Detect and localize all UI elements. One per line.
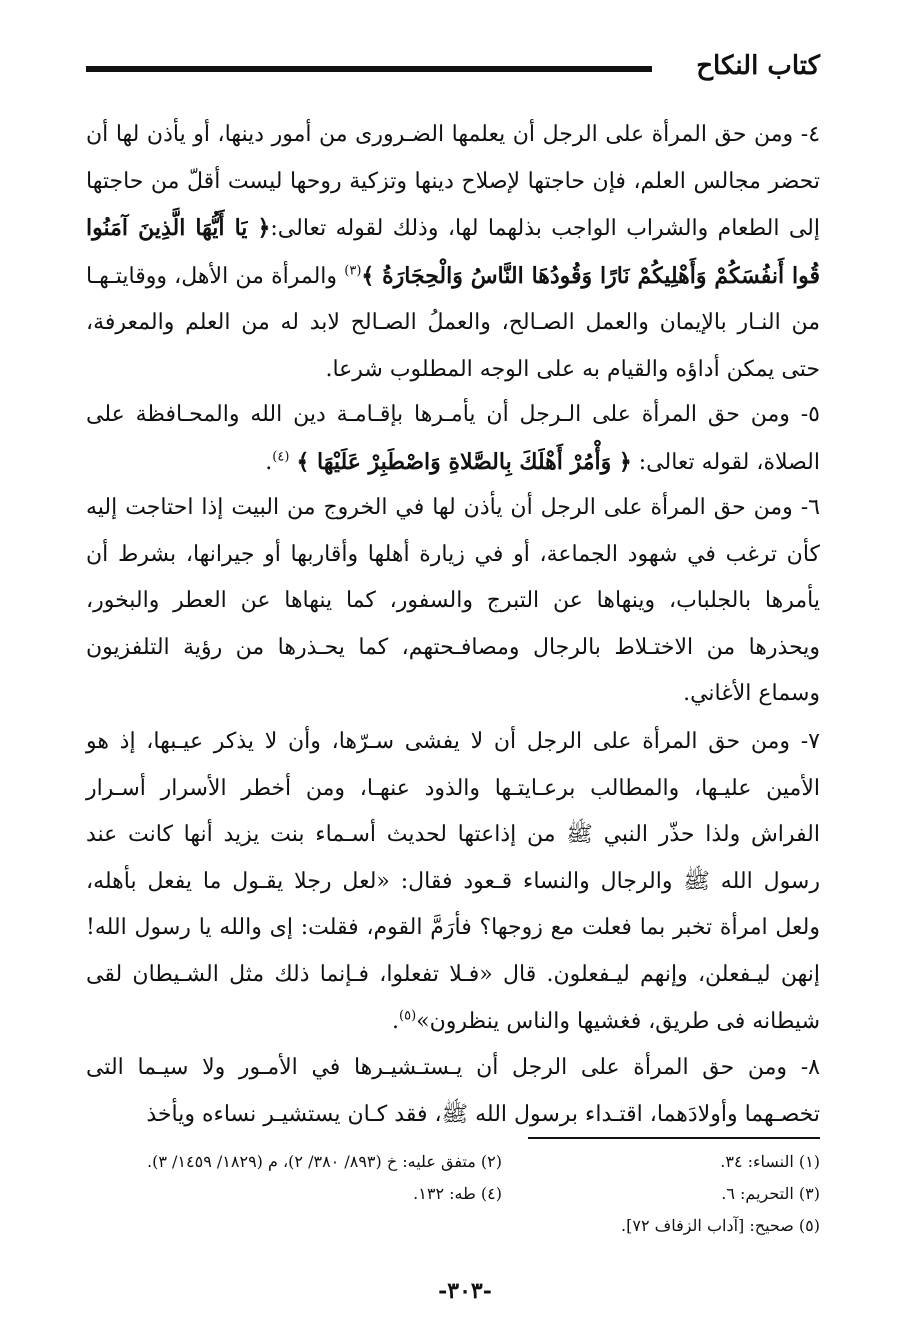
paragraph-8 [86, 1045, 820, 1138]
paragraph-4-footnote-ref: (٣) [344, 263, 362, 279]
body-text [86, 112, 820, 1138]
paragraph-6 [86, 485, 820, 719]
paragraph-8-text: ومن حق المرأة على الرجل أن يـستـشيـرها في الأمـور ولا سيـما التى تخصـهما وأولادَهما، اقتـداء برسول الله ﷺ، فقد كـان يستشيـر نساءه ويأخذ [86, 1055, 820, 1127]
paragraph-4-verse: ﴿ يَا أَيُّهَا الَّذِينَ آمَنُوا قُوا أَنفُسَكُمْ وَأَهْلِيكُمْ نَارًا وَقُودُهَا النَّاسُ وَالْحِجَارَةُ ﴾ [86, 215, 821, 289]
footnote-4: (٤) طه: ١٣٢. [413, 1184, 502, 1203]
footnote-5: (٥) صحيح: [آداب الزفاف ٧٢]. [621, 1216, 820, 1235]
paragraph-7-footnote-ref: (٥) [399, 1008, 417, 1024]
footnote-1: (١) النساء: ٣٤. [720, 1152, 820, 1171]
chapter-title: كتاب النكاح [696, 51, 820, 81]
paragraph-7-text-after: . [392, 1008, 400, 1034]
footnotes [86, 1146, 820, 1246]
paragraph-4-text-after: والمرأة من الأهل، ووقايتـهـا من النـار بالإيمان والعمل الصـالح، والعملُ الصـالح لابد له من العلم والمعرفة، حتى يمكن أداؤه والقيام به على الوجه المطلوب شرعا. [86, 263, 820, 382]
page-number: -٣٠٣- [438, 1278, 492, 1304]
paragraph-7 [86, 719, 820, 1045]
paragraph-5-verse: ﴿ وَأْمُرْ أَهْلَكَ بِالصَّلاةِ وَاصْطَبِرْ عَلَيْهَا ﴾ [296, 448, 632, 475]
paragraph-4-text-before: ومن حق المرأة على الرجل أن يعلمها الضـرورى من أمور دينها، أو يأذن لها أن تحضر مجالس العلم، فإن حاجتها لإصلاح دينها وتزكية روحها ليست أقلّ من حاجتها إلى الطعام والشراب الواجب بذلهما لها، وذلك لقوله تعالى: [86, 122, 820, 242]
paragraph-6-text: ومن حق المرأة على الرجل أن يأذن لها في الخروج من البيت إذا احتاجت إليه كأن ترغب في شهود الجماعة، أو في زيارة أهلها وأقاربها أو جيرانها، بشرط أن يأمرها بالجلباب، وينهاها عن التبرج والسفور، كما ينهاها عن العطر والبخور، ويحذرها من الاختـلاط بالرجال ومصافـحتهم، كما يحـذرها من رؤية التلفزيون وسماع الأغاني. [86, 495, 820, 707]
paragraph-4-number: ٤- [800, 122, 821, 147]
page-header [86, 42, 820, 92]
paragraph-5-text-before: ومن حق المرأة على الـرجل أن يأمـرها بإقـامـة دين الله والمحـافظة على الصلاة، لقوله تعالى: [86, 402, 820, 475]
paragraph-7-text-before: ومن حق المرأة على الرجل أن لا يفشى سـرّها، وأن لا يذكر عيـبها، إذ هو الأمين عليـها، والمطالب برعـايتـها والذود عنهـا، ومن أخطر الأسرار أسـرار الفراش ولذا حذّر النبي ﷺ من إذاعتها لحديث أسـماء بنت يزيد أنها كانت عند رسول الله ﷺ والرجال والنساء قـعود فقال: «لعل رجلا يقـول ما يفعل بأهله، ولعل امرأة تخبر بما فعلت مع زوجها؟ فأرَمَّ القوم، فقلت: إى والله يا رسول الله! إنهن ليـفعلن، وإنهم ليـفعلون. قال «فـلا تفعلوا، فـإنما ذلك مثل الشـيطان لقى شيطانه فى طريق، فغشيها والناس ينظرون» [86, 729, 820, 1034]
paragraph-5 [86, 392, 820, 485]
paragraph-5-footnote-ref: (٤) [272, 449, 290, 465]
footnote-2: (٢) متفق عليه: خ (٨٩٣/ ٣٨٠/ ٢)، م (١٨٢٩/ ١٤٥٩/ ٣). [147, 1152, 502, 1171]
footnote-separator [528, 1137, 820, 1139]
header-rule [86, 66, 652, 72]
paragraph-4 [86, 112, 820, 392]
paragraph-5-text-after: . [265, 449, 273, 475]
paragraph-6-number: ٦- [800, 495, 820, 520]
paragraph-5-number: ٥- [800, 402, 820, 427]
paragraph-7-number: ٧- [800, 729, 820, 754]
footnote-3: (٣) التحريم: ٦. [721, 1184, 820, 1203]
paragraph-8-number: ٨- [800, 1055, 820, 1080]
